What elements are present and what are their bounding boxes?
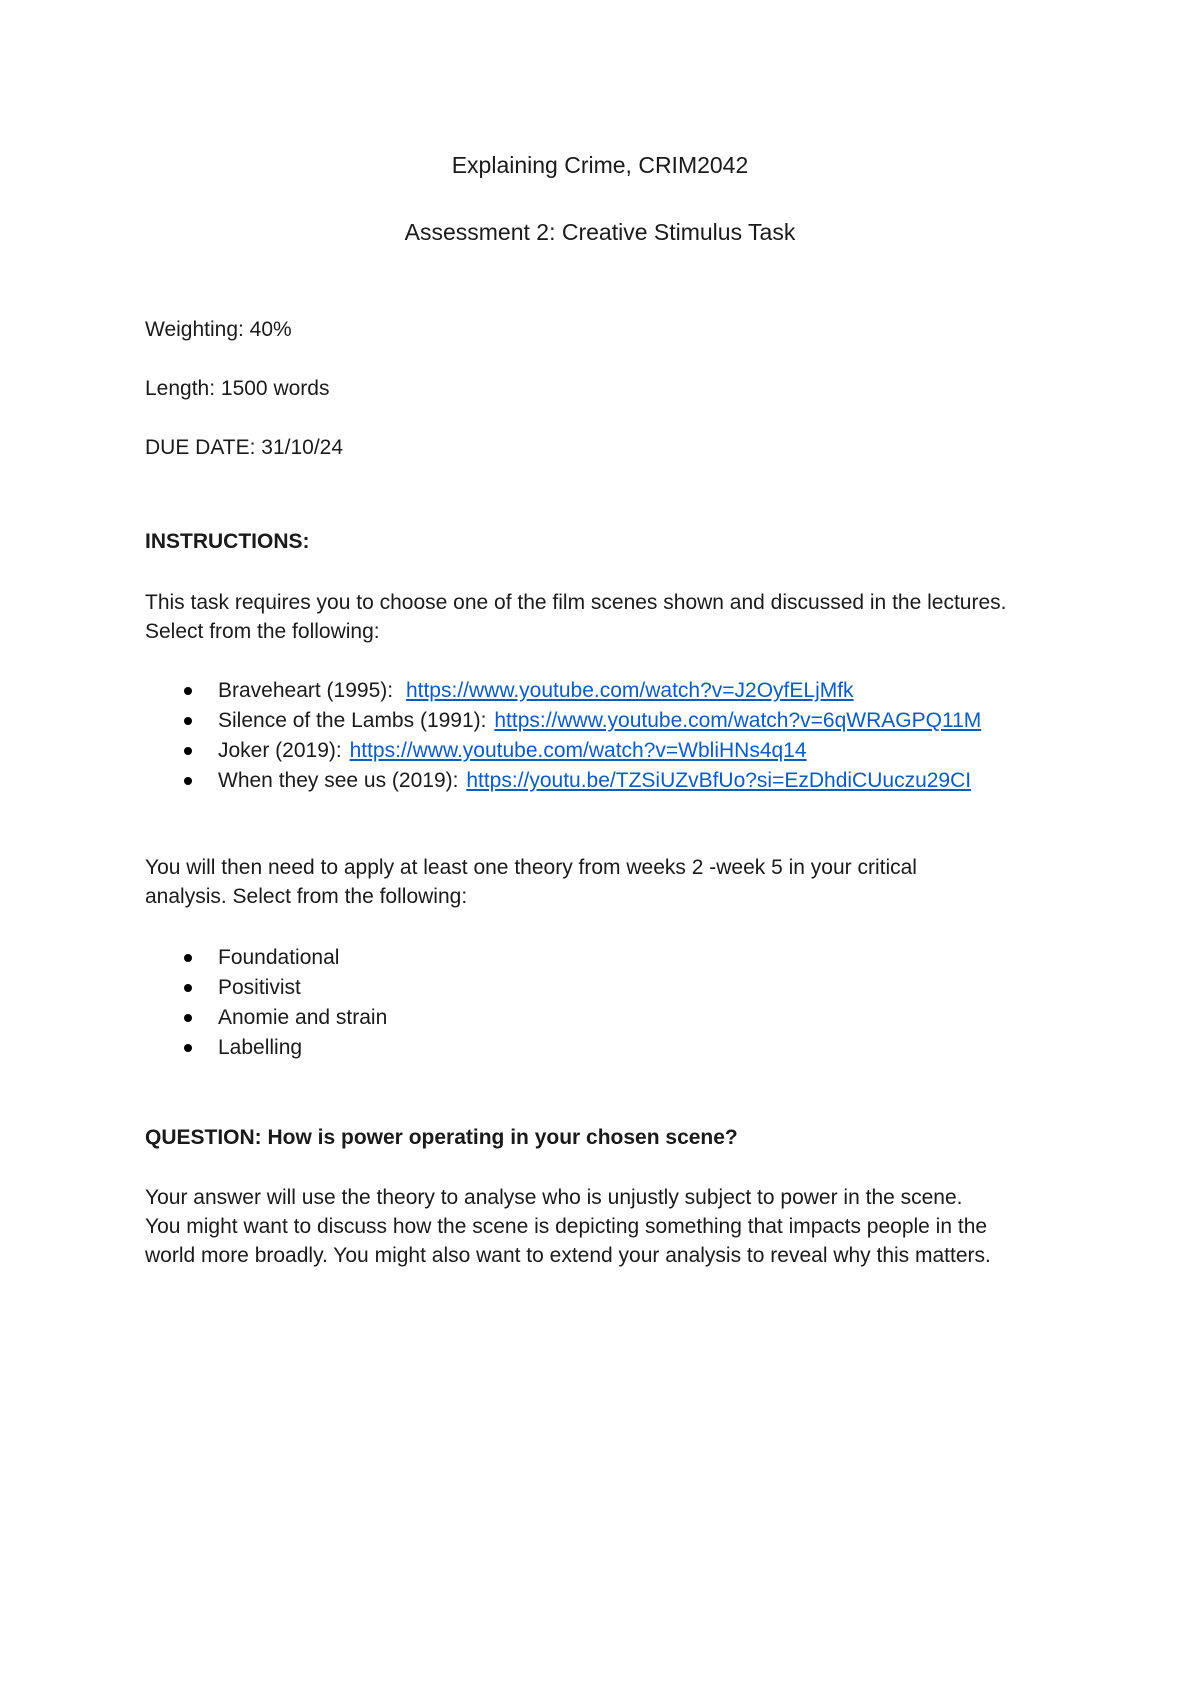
bullet-icon	[184, 777, 192, 785]
film-link[interactable]: https://www.youtube.com/watch?v=J2OyfELjMfk	[405, 679, 854, 702]
document-title: Explaining Crime, CRIM2042	[451, 152, 749, 178]
question-line-1: Your answer will use the theory to analyse who is unjustly subject to power in the scene.	[145, 1186, 963, 1209]
bullet-icon	[184, 1044, 192, 1052]
theory-intro-line-1: You will then need to apply at least one theory from weeks 2 -week 5 in your critical	[145, 856, 917, 879]
theory-intro	[145, 853, 1085, 911]
document-subtitle: Assessment 2: Creative Stimulus Task	[404, 219, 796, 245]
weighting-text: Weighting: 40%	[145, 318, 292, 341]
film-item	[145, 706, 981, 736]
bullet-icon	[184, 1014, 192, 1022]
instructions-heading: INSTRUCTIONS:	[145, 530, 310, 553]
theory-item	[145, 1003, 387, 1033]
question-body	[145, 1183, 1085, 1270]
film-item	[145, 766, 981, 796]
question-heading: QUESTION: How is power operating in your chosen scene?	[145, 1126, 738, 1149]
theory-item	[145, 943, 387, 973]
bullet-icon	[184, 717, 192, 725]
question-line-2: You might want to discuss how the scene is depicting something that impacts people in the	[145, 1215, 988, 1238]
theory-item	[145, 973, 387, 1003]
length-text: Length: 1500 words	[145, 377, 330, 400]
film-label: Joker (2019):	[218, 739, 342, 762]
theory-label: Anomie and strain	[218, 1006, 388, 1029]
film-link[interactable]: https://www.youtube.com/watch?v=WbliHNs4q14	[349, 739, 807, 762]
instructions-intro-line-2: Select from the following:	[145, 620, 380, 643]
due-date-text: DUE DATE: 31/10/24	[145, 436, 344, 459]
film-list	[145, 676, 981, 796]
theory-label: Foundational	[218, 946, 340, 969]
instructions-intro	[145, 588, 1085, 646]
film-label: When they see us (2019):	[218, 769, 459, 792]
film-label: Silence of the Lambs (1991):	[218, 709, 487, 732]
film-item	[145, 736, 981, 766]
film-label: Braveheart (1995):	[218, 679, 394, 702]
instructions-intro-line-1: This task requires you to choose one of the film scenes shown and discussed in the lectures.	[145, 591, 1007, 614]
theory-label: Labelling	[218, 1036, 303, 1059]
theory-list	[145, 943, 387, 1063]
question-line-3: world more broadly. You might also want to extend your analysis to reveal why this matters.	[145, 1244, 991, 1267]
bullet-icon	[184, 984, 192, 992]
theory-item	[145, 1033, 387, 1063]
bullet-icon	[184, 687, 192, 695]
film-item	[145, 676, 981, 706]
theory-intro-line-2: analysis. Select from the following:	[145, 885, 468, 908]
theory-label: Positivist	[218, 976, 301, 999]
bullet-icon	[184, 747, 192, 755]
film-link[interactable]: https://www.youtube.com/watch?v=6qWRAGPQ11M	[494, 709, 982, 732]
bullet-icon	[184, 954, 192, 962]
film-link[interactable]: https://youtu.be/TZSiUZvBfUo?si=EzDhdiCUuczu29CI	[466, 769, 972, 792]
